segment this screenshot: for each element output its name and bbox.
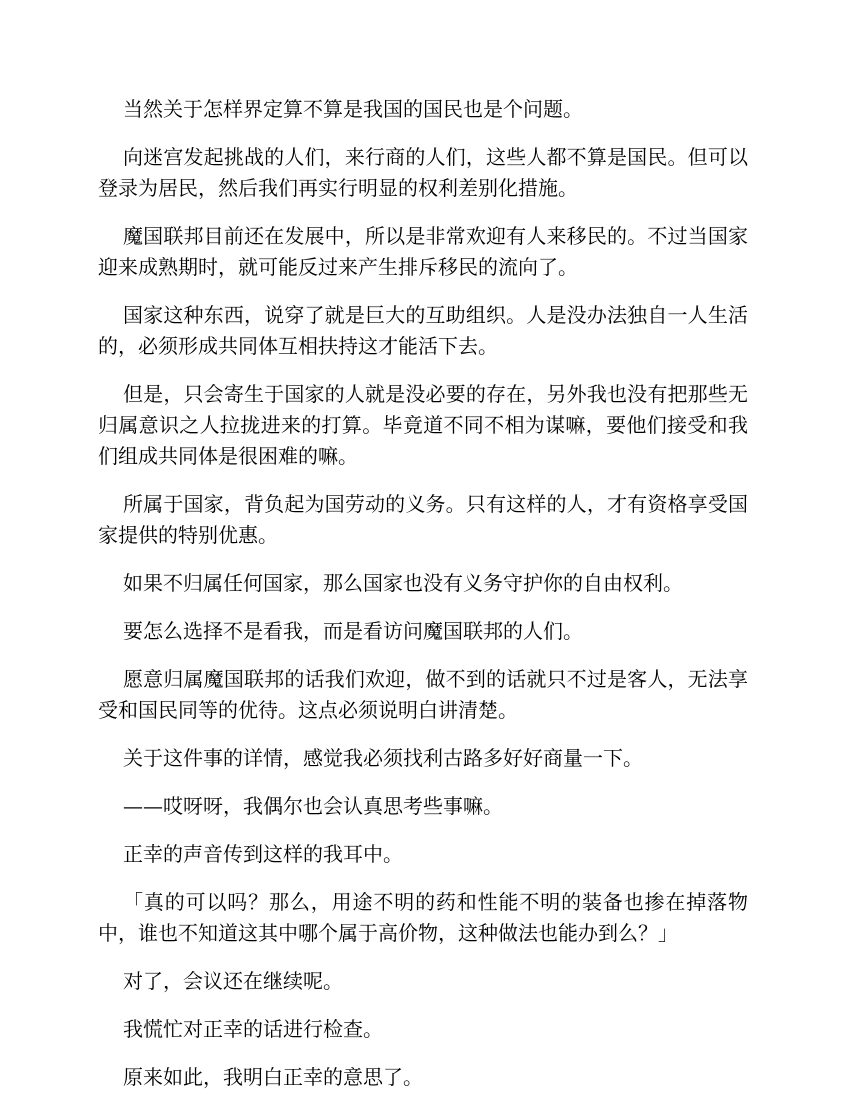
paragraph: 关于这件事的详情，感觉我必须找利古路多好好商量一下。 xyxy=(123,746,643,770)
paragraph: 正幸的声音传到这样的我耳中。 xyxy=(123,842,403,866)
paragraph: 要怎么选择不是看我，而是看访问魔国联邦的人们。 xyxy=(123,619,583,643)
document-page xyxy=(98,94,748,1110)
paragraph: 当然关于怎样界定算不算是我国的国民也是个问题。 xyxy=(123,97,583,121)
paragraph: 所属于国家，背负起为国劳动的义务。只有这样的人，才有资格享受国家提供的特别优惠。 xyxy=(98,492,748,547)
paragraph: 但是，只会寄生于国家的人就是没必要的存在，另外我也没有把那些无归属意识之人拉拢进来的打算。毕竟道不同不相为谋嘛，要他们接受和我们组成共同体是很困难的嘛。 xyxy=(98,382,748,468)
paragraph: 向迷宫发起挑战的人们，来行商的人们，这些人都不算是国民。但可以登录为居民，然后我们再实行明显的权利差别化措施。 xyxy=(98,145,748,200)
paragraph: 我慌忙对正幸的话进行检查。 xyxy=(123,1017,383,1041)
paragraph: 国家这种东西，说穿了就是巨大的互助组织。人是没办法独自一人生活的，必须形成共同体互相扶持这才能活下去。 xyxy=(98,303,748,358)
paragraph: 原来如此，我明白正幸的意思了。 xyxy=(123,1065,423,1089)
paragraph: 魔国联邦目前还在发展中，所以是非常欢迎有人来移民的。不过当国家迎来成熟期时，就可能反过来产生排斥移民的流向了。 xyxy=(98,224,748,279)
paragraph: 「真的可以吗？那么，用途不明的药和性能不明的装备也掺在掉落物中，谁也不知道这其中哪个属于高价物，这种做法也能办到么？」 xyxy=(98,890,748,945)
paragraph: 对了，会议还在继续呢。 xyxy=(123,969,343,993)
paragraph: 愿意归属魔国联邦的话我们欢迎，做不到的话就只不过是客人，无法享受和国民同等的优待。这点必须说明白讲清楚。 xyxy=(98,667,748,722)
paragraph: 如果不归属任何国家，那么国家也没有义务守护你的自由权利。 xyxy=(123,571,683,595)
paragraph: ——哎呀呀，我偶尔也会认真思考些事嘛。 xyxy=(123,794,503,818)
